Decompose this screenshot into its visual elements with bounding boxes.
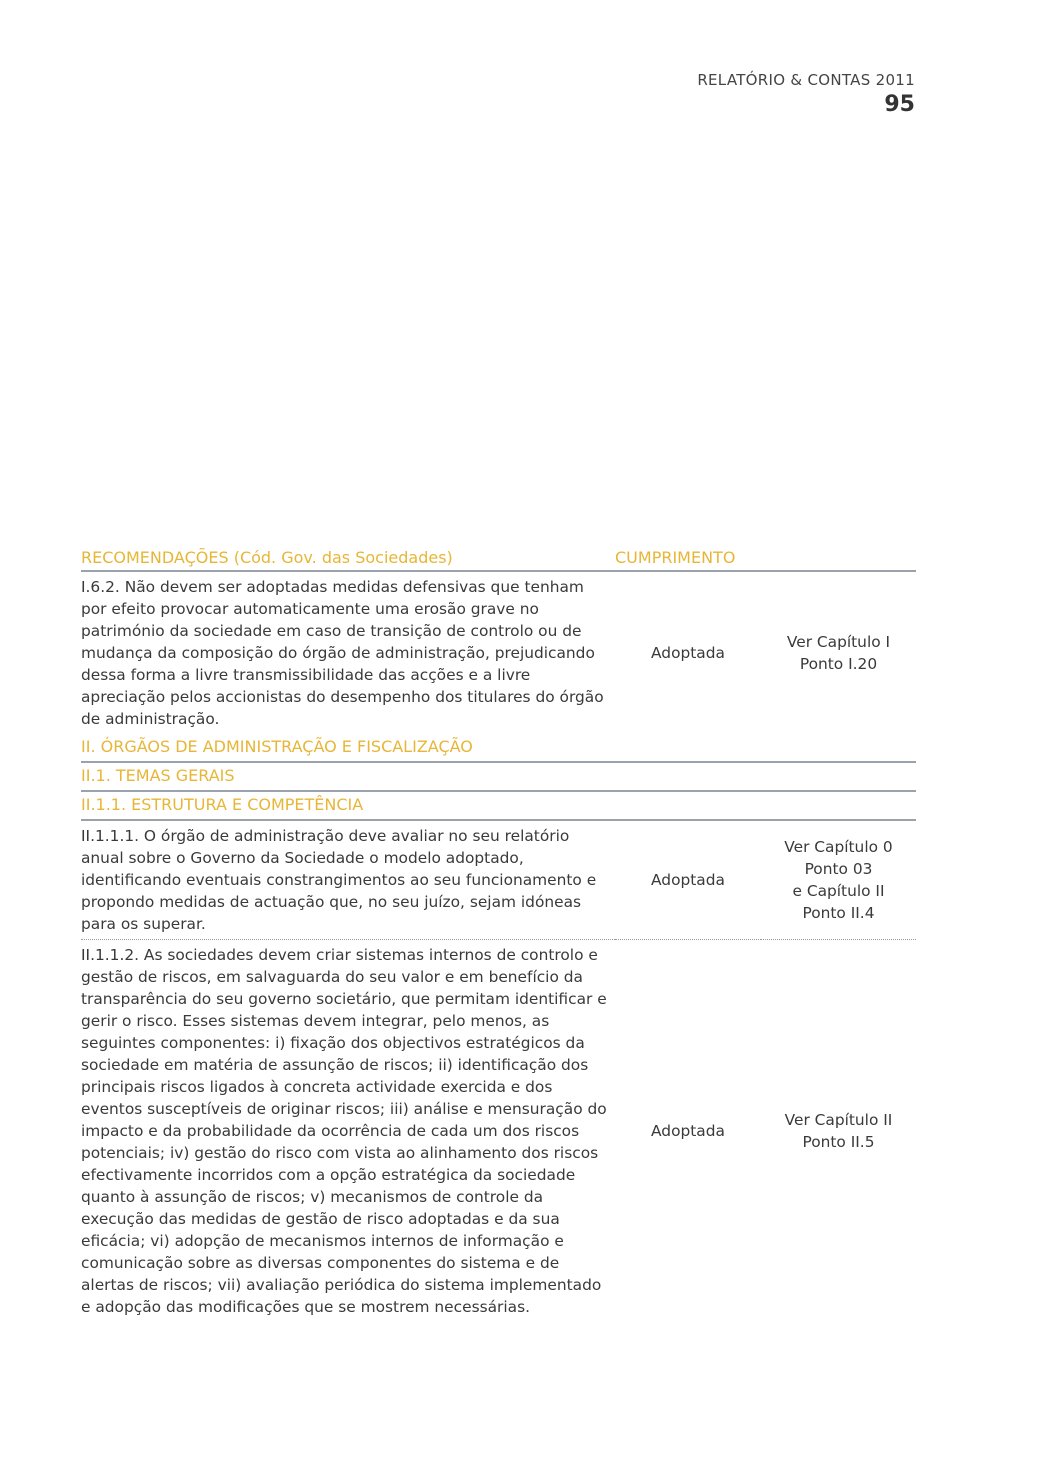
compliance-status: Adoptada <box>651 644 725 662</box>
section-heading: II.1. TEMAS GERAIS <box>81 762 916 791</box>
column-header-recommendations: RECOMENDAÇÕES (Cód. Gov. das Sociedades) <box>81 548 615 571</box>
reference-line: Ver Capítulo 0 <box>784 838 893 856</box>
reference-line: Ponto II.5 <box>802 1133 875 1151</box>
reference <box>761 571 916 734</box>
reference-line: Ponto I.20 <box>799 655 878 673</box>
page-number: 95 <box>884 92 915 117</box>
compliance-status: Adoptada <box>651 1122 725 1140</box>
column-header-reference <box>761 548 916 571</box>
compliance-status: Adoptada <box>615 820 761 940</box>
recommendations-table <box>81 548 916 1322</box>
section-heading-row <box>81 734 916 762</box>
reference <box>761 820 916 940</box>
section-heading: II.1.1. ESTRUTURA E COMPETÊNCIA <box>81 791 916 820</box>
recommendation-text: II.1.1.2. As sociedades devem criar sistemas internos de controlo e gestão de riscos, em salvaguarda do seu valor e em benefício da transparência do seu governo societário, que permitam identificar e gerir o risco. Esses sistemas devem integrar, pelo menos, as seguintes componentes: i) fixação dos objectivos estratégicos da sociedade em matéria de assunção de riscos; ii) identificação dos principais riscos ligados à concreta actividade exercida e dos eventos susceptíveis de originar riscos; iii) análise e mensuração do impacto e da probabilidade da ocorrência de cada um dos riscos potenciais; iv) gestão do risco com vista ao alinhamento dos riscos efectivamente incorridos com a opção estratégica da sociedade quanto à assunção de riscos; v) mecanismos de controle da execução das medidas de gestão de risco adoptadas e da sua eficácia; vi) adopção de mecanismos internos de informação e comunicação sobre as diversas componentes do sistema e de alertas de riscos; vii) avaliação periódica do sistema implementado e adopção das modificações que se mostrem necessárias. <box>81 946 607 1316</box>
table-header-row <box>81 548 916 571</box>
section-heading-row <box>81 791 916 820</box>
recommendation-text: I.6.2. Não devem ser adoptadas medidas defensivas que tenham por efeito provocar automaticamente uma erosão grave no património da sociedade em caso de transição de controlo ou de mudança da composição do órgão de administração, prejudicando dessa forma a livre transmissibilidade das acções e a livre apreciação pelos accionistas do desempenho dos titulares do órgão de administração. <box>81 578 604 728</box>
table-row <box>81 820 916 940</box>
reference-line: Ponto 03 <box>804 860 873 878</box>
reference-line: Ponto II.4 <box>802 904 875 922</box>
page-header <box>697 70 915 120</box>
recommendation-text: II.1.1.1. O órgão de administração deve avaliar no seu relatório anual sobre o Governo da Sociedade o modelo adoptado, identificando eventuais constrangimentos ao seu funcionamento e propondo medidas de actuação que, no seu juízo, sejam idóneas para os superar. <box>81 820 615 940</box>
table-row <box>81 571 916 734</box>
reference-line: e Capítulo II <box>792 882 885 900</box>
reference-line: Ver Capítulo I <box>786 633 891 651</box>
reference <box>761 940 916 1323</box>
table-row <box>81 940 916 1323</box>
reference-line: Ver Capítulo II <box>784 1111 893 1129</box>
section-heading-row <box>81 762 916 791</box>
report-title: RELATÓRIO & CONTAS 2011 <box>697 71 915 89</box>
section-heading: II. ÓRGÃOS DE ADMINISTRAÇÃO E FISCALIZAÇÃO <box>81 737 473 756</box>
column-header-compliance: CUMPRIMENTO <box>615 548 761 571</box>
